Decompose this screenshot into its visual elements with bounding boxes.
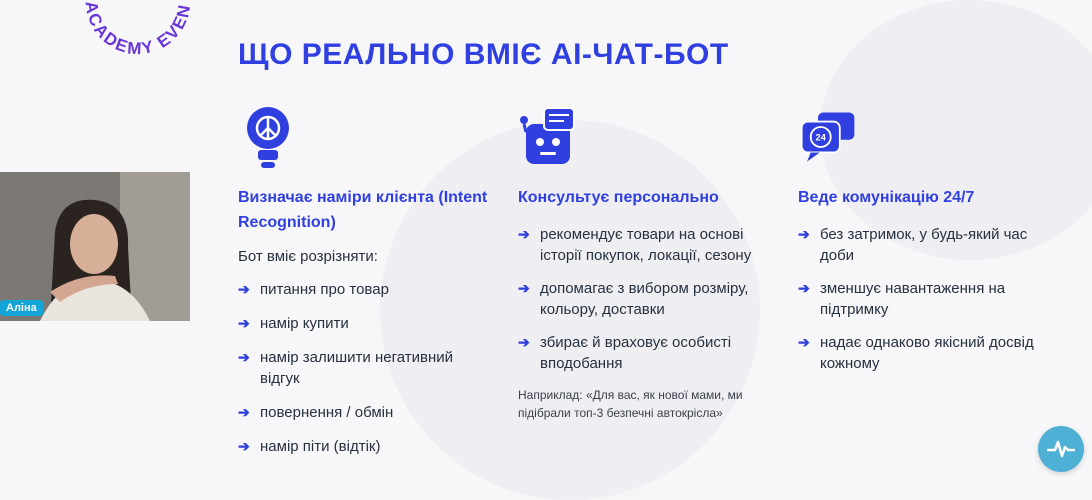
feature-list (238, 279, 488, 457)
list-item: ➔ намір піти (відтік) (238, 438, 381, 455)
column-intro: Бот вміє розрізняти: (238, 248, 378, 265)
list-item: ➔ допомагає з вибором розміру, кольору, доставки (518, 280, 749, 318)
list-item: ➔ зменшує навантаження на підтримку (798, 280, 1006, 318)
chatbot-icon (518, 104, 578, 170)
list-item: ➔ намір залишити негативний відгук (238, 349, 454, 387)
feature-column-intent (238, 104, 488, 470)
activity-fab-button[interactable] (1038, 426, 1084, 472)
arrow-right-icon: ➔ (238, 404, 250, 420)
slide-title: ЩО РЕАЛЬНО ВМІЄ AI-ЧАТ-БОТ (238, 38, 729, 71)
list-item: ➔ надає однаково якісний досвід кожному (798, 334, 1034, 372)
list-item: ➔ рекомендує товари на основі історії покупок, локації, сезону (518, 226, 752, 264)
participant-video-frame (0, 172, 190, 321)
list-item: ➔ повернення / обмін (238, 404, 394, 421)
arrow-right-icon: ➔ (798, 280, 810, 296)
academy-logo-text: ACADEMY EVEN (81, 0, 195, 59)
participant-video[interactable] (0, 172, 190, 321)
academy-logo (68, 0, 208, 80)
list-item: ➔ збирає й враховує особисті вподобання (518, 334, 732, 372)
svg-text:ACADEMY EVENT (68, 0, 194, 58)
arrow-right-icon: ➔ (518, 280, 530, 296)
feature-list (798, 224, 1048, 374)
arrow-right-icon: ➔ (238, 438, 250, 454)
lightbulb-peace-icon (238, 104, 298, 170)
arrow-right-icon: ➔ (518, 226, 530, 242)
arrow-right-icon: ➔ (238, 281, 250, 297)
feature-column-24-7 (798, 104, 1048, 386)
chat-24-icon (798, 104, 858, 170)
list-item: ➔ без затримок, у будь-який час доби (798, 226, 1028, 264)
pulse-icon (1047, 439, 1075, 459)
arrow-right-icon: ➔ (518, 334, 530, 350)
column-heading: Визначає наміри клієнта (Intent Recognition) (238, 189, 488, 231)
column-heading: Веде комунікацію 24/7 (798, 189, 975, 206)
feature-list (518, 224, 768, 374)
column-heading: Консультує персонально (518, 189, 719, 206)
list-item: ➔ намір купити (238, 315, 349, 332)
list-item: ➔ питання про товар (238, 281, 389, 298)
chat-24-icon-label: 24 (815, 132, 826, 143)
arrow-right-icon: ➔ (238, 349, 250, 365)
participant-name-tag: Аліна (0, 300, 43, 316)
arrow-right-icon: ➔ (798, 226, 810, 242)
arrow-right-icon: ➔ (798, 334, 810, 350)
feature-column-consult (518, 104, 768, 422)
example-note: Наприклад: «Для вас, як нової мами, ми підібрали топ-3 безпечні автокрісла» (518, 388, 743, 420)
arrow-right-icon: ➔ (238, 315, 250, 331)
